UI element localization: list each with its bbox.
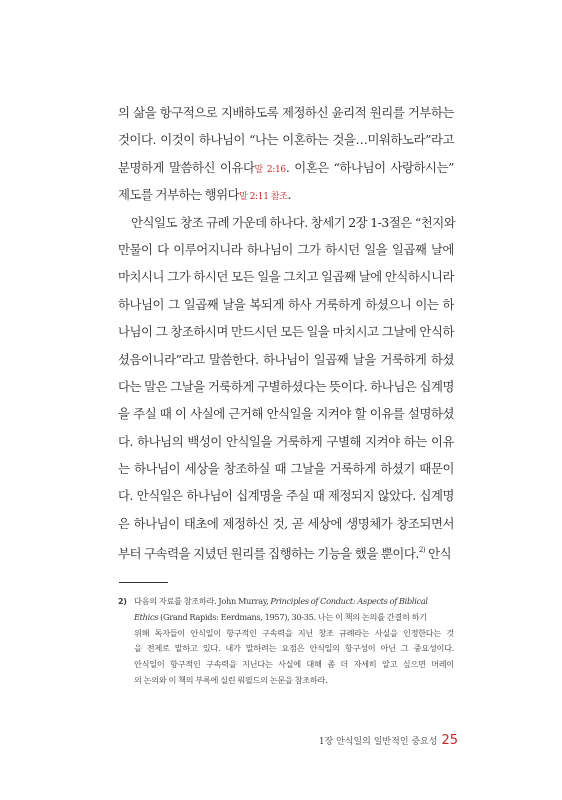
footnote-divider: [119, 582, 168, 583]
text-line: 다. 안식일은 하나님이 십계명을 주실 때 제정되지 않았다. 십계명: [118, 488, 454, 504]
text-line: 은 하나님이 태초에 제정하신 것, 곧 세상에 생명체가 창조되면서: [118, 515, 454, 531]
footnote-line: [134, 610, 454, 626]
footnote-line: 위해 독자들이 안식일이 항구적인 구속력을 지닌 창조 규례라는 사실을 인정한다는 것: [134, 627, 454, 638]
text-line: 하나님이 그 일곱째 날을 복되게 하사 거룩하게 하셨으니 이는 하: [118, 296, 454, 312]
text-segment: 안식: [425, 546, 452, 562]
book-title-italic: Principles of Conduct: Aspects of Biblical: [270, 596, 428, 606]
running-chapter-title: 1장 안식일의 일반적인 중요성: [318, 737, 438, 747]
text-line: 을 주실 때 이 사실에 근거해 안식일을 지켜야 할 이유를 설명하셨: [118, 406, 454, 422]
text-line: 셨음이니라”라고 말씀한다. 하나님이 일곱째 날을 거룩하게 하셨: [118, 351, 454, 367]
text-line: 의 삶을 항구적으로 지배하도록 제정하신 윤리적 원리를 거부하는: [118, 105, 454, 120]
text-line: 다는 말은 그날을 거룩하게 구별하셨다는 뜻이다. 하나님은 십계명: [118, 378, 454, 394]
text-segment: 부터 구속력을 지녔던 원리를 집행하는 기능을 했을 뿐이다.: [118, 546, 419, 562]
footnote-line: 안식일이 항구적인 구속력을 지닌다는 사실에 대해 좀 더 자세히 알고 싶으면 머레이: [134, 659, 454, 670]
scripture-reference: 말 2:16: [254, 164, 286, 175]
footnote: [119, 594, 454, 689]
footnote-marker[interactable]: 2): [418, 546, 426, 555]
text-segment: 분명하게 말씀하신 이유다: [118, 159, 255, 175]
text-line: 것이다. 이것이 하나님이 “나는 이혼하는 것을…미워하노라”라고: [118, 132, 454, 148]
text-segment: .: [287, 187, 291, 203]
footnote-segment: (Grand Rapids: Eerdmans, 1957), 30-35. 나는 이 책의 논의를 간결히 하기: [158, 611, 427, 622]
text-line: 만물이 다 이루어지니라 하나님이 그가 하시던 일을 일곱째 날에: [118, 241, 454, 257]
text-segment: . 이혼은 “하나님이 사랑하시는”: [285, 159, 454, 175]
text-line: 나님이 그 창조하시며 만드시던 모든 일을 마치시고 그날에 안식하: [118, 324, 454, 340]
text-line: 마치시니 그가 하시던 모든 일을 그치고 일곱째 날에 안식하시니라: [118, 269, 454, 285]
text-segment: 제도를 거부하는 행위다: [118, 187, 240, 203]
footnote-line: 의 논의와 이 책의 부록에 실린 워필드의 논문을 참조하라.: [134, 674, 328, 685]
book-title-italic: Ethics: [134, 611, 159, 622]
body-text: [118, 99, 454, 565]
page-number: 25: [441, 733, 458, 748]
footnote-body: [134, 594, 454, 689]
scripture-reference: 말 2:11 참조: [239, 192, 288, 203]
paragraph-first-line: 안식일도 창조 규례 가운데 하나다. 창세기 2장 1-3절은 “천지와: [131, 214, 456, 230]
footnote-segment: 다음의 자료를 참조하라. John Murray,: [134, 596, 271, 606]
text-line: [118, 181, 454, 208]
page-footer: [319, 733, 458, 748]
text-line: [118, 537, 454, 564]
footnote-number: 2): [118, 597, 127, 606]
footnote-line: 을 전제로 말하고 있다. 내가 말하려는 요점은 안식일의 항구성이 아닌 그 중요성이다.: [134, 643, 454, 654]
text-line: 는 하나님이 세상을 창조하실 때 그날을 거룩하게 하셨기 때문이: [118, 461, 454, 477]
text-line: 다. 하나님의 백성이 안식일을 거룩하게 구별해 지켜야 하는 이유: [118, 433, 454, 449]
footnote-line: [134, 594, 454, 610]
text-line: [118, 154, 454, 181]
